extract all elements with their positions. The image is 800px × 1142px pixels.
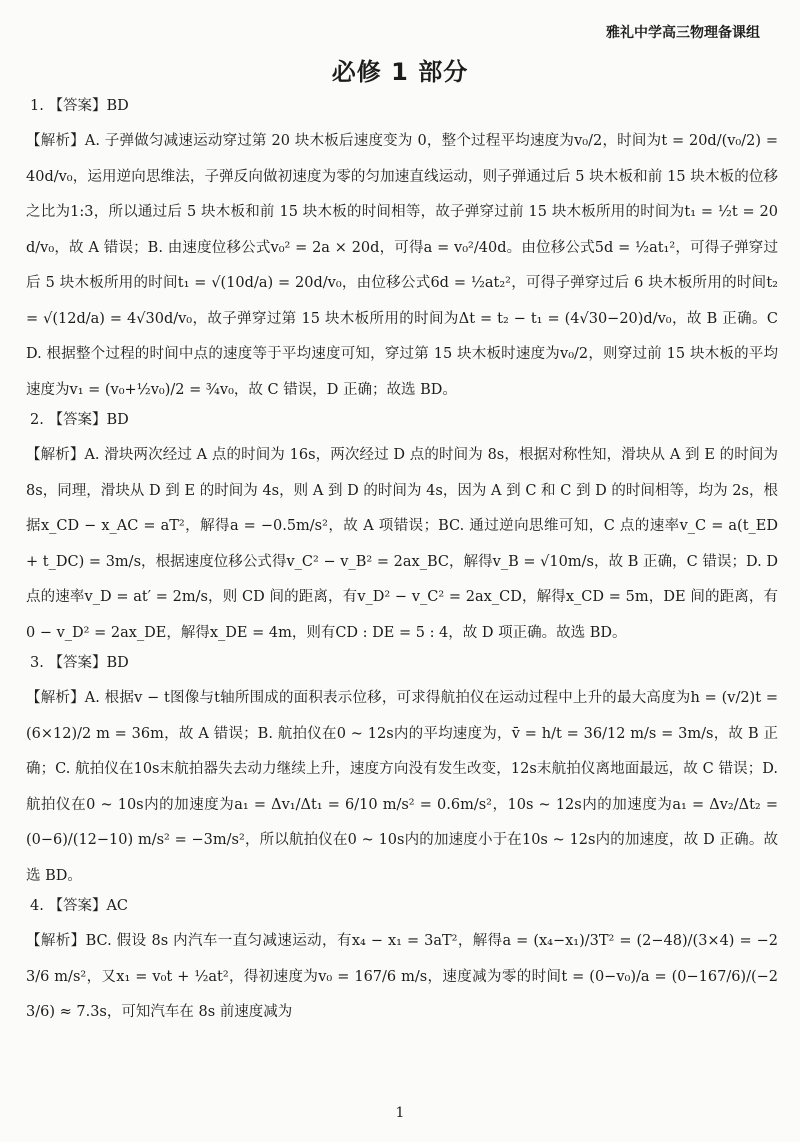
question-block: [26, 651, 778, 894]
content-body: [26, 94, 778, 1031]
page-title: 必修 1 部分: [331, 58, 469, 86]
answer-line: 3. 【答案】BD: [30, 655, 129, 671]
answer-line: 4. 【答案】AC: [30, 898, 129, 914]
answer-line: 1. 【答案】BD: [30, 98, 129, 114]
question-block: [26, 408, 778, 651]
question-block: [26, 94, 778, 408]
analysis-paragraph: 【解析】A. 根据v − t图像与t轴所围成的面积表示位移，可求得航拍仪在运动过程中上升的最大高度为h = (v/2)t = (6×12)/2 m = 36m，故 A 错误；B. 航拍仪在0 ~ 12s内的平均速度为，v̄ = h/t = 36/12 m/s = 3m/s，故 B 正确；C. 航拍仪在10s末航拍器失去动力继续上升，速度方向没有发生改变，12s末航拍仪离地面最远，故 C 错误；D. 航拍仪在0 ~ 10s内的加速度为a₁ = Δv₁/Δt₁ = 6/10 m/s² = 0.6m/s²，10s ~ 12s内的加速度为a₁ = Δv₂/Δt₂ = (0−6)/(12−10) m/s² = −3m/s²，所以航拍仪在0 ~ 10s内的加速度小于在10s ~ 12s内的加速度，故 D 正确。故选 BD。: [26, 690, 778, 884]
analysis-paragraph: 【解析】A. 滑块两次经过 A 点的时间为 16s，两次经过 D 点的时间为 8s，根据对称性知，滑块从 A 到 E 的时间为 8s，同理，滑块从 D 到 E 的时间为 4s，则 A 到 D 的时间为 4s，因为 A 到 C 和 C 到 D 的时间相等，均为 2s，根据x_CD − x_AC = aT²，解得a = −0.5m/s²，故 A 项错误；BC. 通过逆向思维可知，C 点的速率v_C = a(t_ED + t_DC) = 3m/s，根据速度位移公式得v_C² − v_B² = 2ax_BC，解得v_B = √10m/s，故 B 正确，C 错误；D. D 点的速率v_D = at′ = 2m/s，则 CD 间的距离，有v_D² − v_C² = 2ax_CD，解得x_CD = 5m，DE 间的距离，有0 − v_D² = 2ax_DE，解得x_DE = 4m，则有CD : DE = 5 : 4，故 D 项正确。故选 BD。: [26, 447, 778, 641]
page-number: 1: [395, 1105, 405, 1121]
analysis-paragraph: 【解析】A. 子弹做匀减速运动穿过第 20 块木板后速度变为 0，整个过程平均速度为v₀/2，时间为t = 20d/(v₀/2) = 40d/v₀，运用逆向思维法，子弹反向做初速度为零的匀加速直线运动，则子弹通过后 5 块木板和前 15 块木板的位移之比为1:3，所以通过后 5 块木板和前 15 块木板的时间相等，故子弹穿过前 15 块木板所用的时间为t₁ = ½t = 20d/v₀，故 A 错误；B. 由速度位移公式v₀² = 2a × 20d，可得a = v₀²/40d。由位移公式5d = ½at₁²，可得子弹穿过后 5 块木板所用的时间t₁ = √(10d/a) = 20d/v₀，由位移公式6d = ½at₂²，可得子弹穿过后 6 块木板所用的时间t₂ = √(12d/a) = 4√30d/v₀，故子弹穿过第 15 块木板所用的时间为Δt = t₂ − t₁ = (4√30−20)d/v₀，故 B 正确。CD. 根据整个过程的时间中点的速度等于平均速度可知，穿过第 15 块木板时速度为v₀/2，则穿过前 15 块木板的平均速度为v₁ = (v₀+½v₀)/2 = ¾v₀，故 C 错误，D 正确；故选 BD。: [26, 133, 778, 398]
header-school: 雅礼中学高三物理备课组: [606, 25, 760, 41]
analysis-paragraph: 【解析】BC. 假设 8s 内汽车一直匀减速运动，有x₄ − x₁ = 3aT²，解得a = (x₄−x₁)/3T² = (2−48)/(3×4) = −23/6 m/s²，又x₁ = v₀t + ½at²，得初速度为v₀ = 167/6 m/s，速度减为零的时间t = (0−v₀)/a = (0−167/6)/(−23/6) ≈ 7.3s，可知汽车在 8s 前速度减为: [26, 933, 778, 1020]
answer-line: 2. 【答案】BD: [30, 412, 129, 428]
question-block: [26, 894, 778, 1031]
